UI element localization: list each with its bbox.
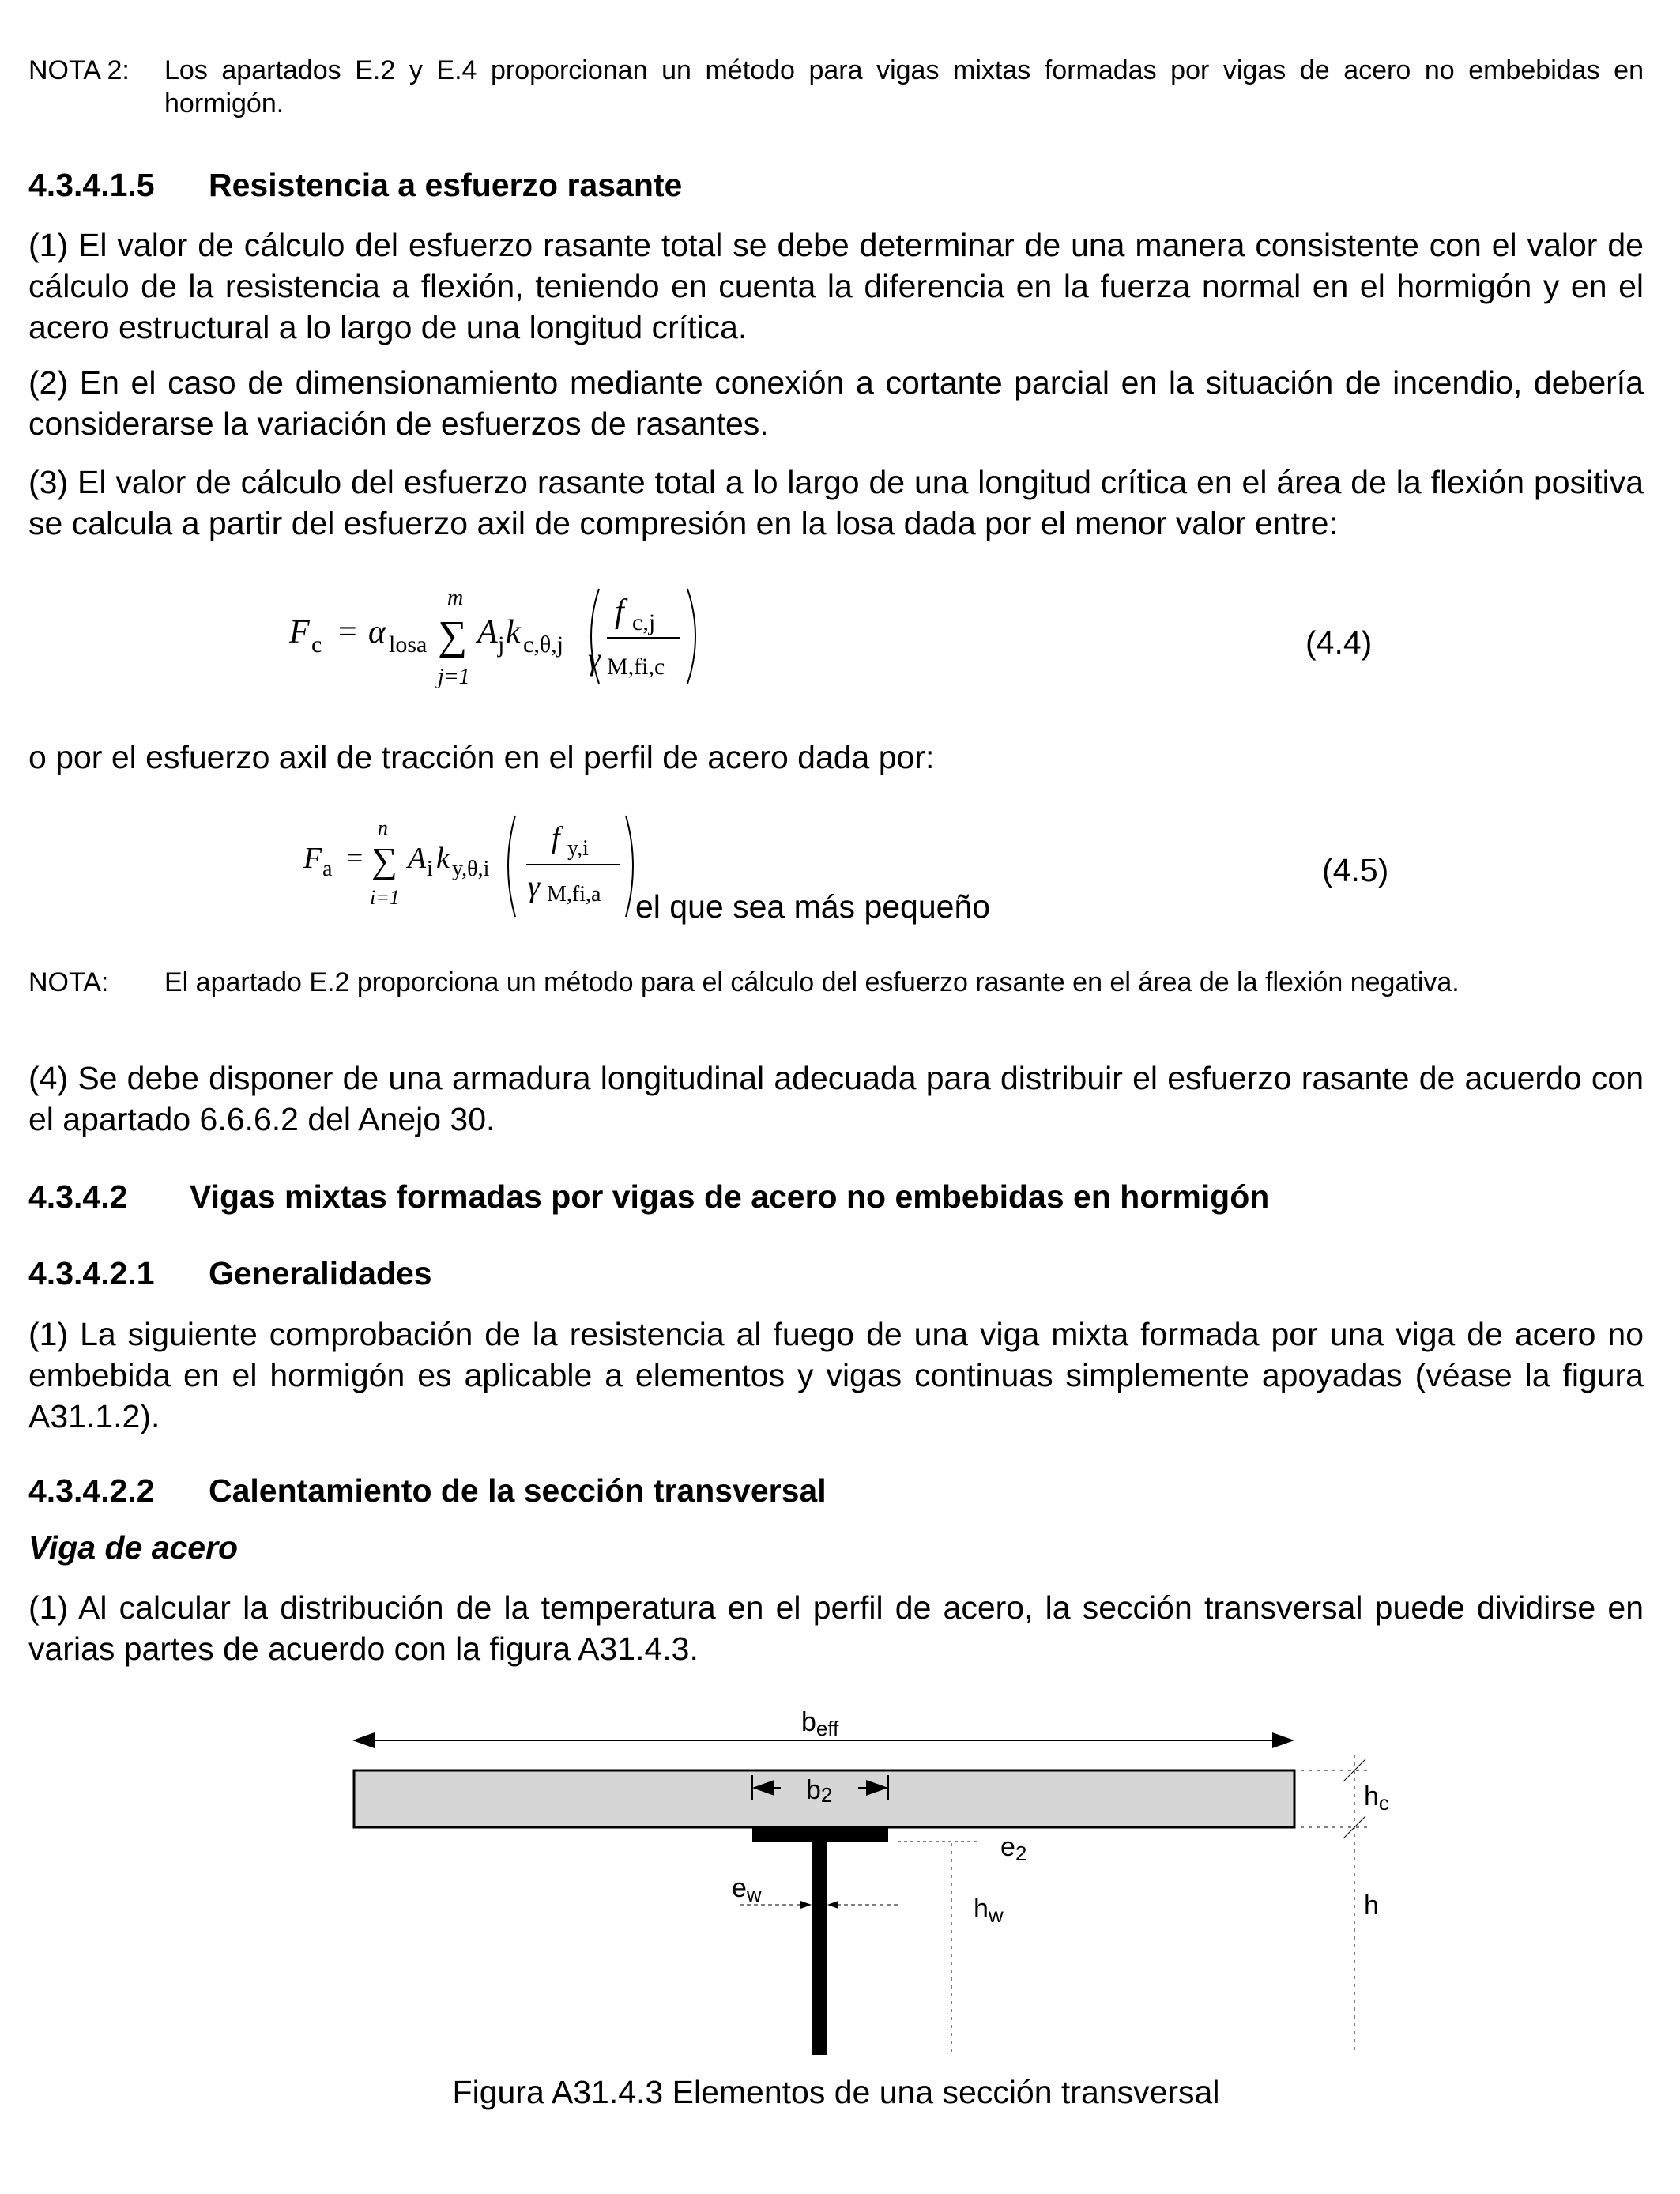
section-title: Vigas mixtas formadas por vigas de acero no embebidas en hormigón [190,1178,1270,1215]
eq-frac-num-sub: y,i [567,836,589,861]
paragraph-1: (1) El valor de cálculo del esfuerzo rasante total se debe determinar de una manera consistente con el valor de cálculo de la resistencia a flexión, teniendo en cuenta la diferencia en la fuerza normal en el hormigón y en el acero estructural a lo largo de una longitud crítica. [28,227,1644,345]
eq-equals: = [338,614,357,650]
section-number: 4.3.4.2.1 [28,1255,155,1291]
eq-term: A [477,614,498,650]
paragraph-mid: o por el esfuerzo axil de tracción en el perfil de acero dada por: [28,739,935,775]
eq-k: k [436,842,450,875]
section-title: Calentamiento de la sección transversal [209,1472,827,1509]
label-hw: hw [974,1894,1004,1927]
equation-4-5 [266,806,661,929]
note-label: NOTA 2: [28,55,130,85]
note-text: El apartado E.2 proporciona un método para el cálculo del esfuerzo rasante en el área de la flexión negativa. [164,967,1460,997]
eq-frac-num: f [615,594,624,630]
eq-k-sub: c,θ,j [523,631,564,658]
top-flange [752,1827,888,1842]
eq-term-sub: j [498,631,505,658]
paragraph-3: (3) El valor de cálculo del esfuerzo rasante total a lo largo de una longitud crítica en el área de la flexión positiva se calcula a partir del esfuerzo axil de compresión en la losa dada por el menor valor entre: [28,464,1644,541]
eq-equals: = [346,842,363,875]
steel-web [812,1842,827,2055]
label-hc: hc [1364,1781,1389,1815]
subheading-viga-de-acero: Viga de acero [28,1529,239,1566]
paragraph-4: (4) Se debe disponer de una armadura longitudinal adecuada para distribuir el esfuerzo rasante de acuerdo con el apartado 6.6.6.2 del Anejo 30. [28,1060,1644,1137]
eq-frac-num: f [552,821,560,854]
label-h: h [1364,1891,1379,1921]
label-ew: ew [732,1873,762,1906]
note [28,966,1644,1037]
eq-sum-bottom: j=1 [438,665,470,689]
section-number: 4.3.4.2 [28,1178,128,1215]
eq-sum-top: n [378,816,388,839]
note-2 [28,54,1644,130]
eq-lhs: F [303,842,322,875]
eq-lhs-sub: c [311,631,322,658]
label-e2: e2 [1000,1832,1027,1865]
section-number: 4.3.4.2.2 [28,1472,155,1509]
eq-k: k [506,614,521,650]
eq-lhs-sub: a [322,857,333,881]
equation-suffix: el que sea más pequeño [635,888,991,925]
section-heading-4-3-4-2-2 [28,1470,1644,1511]
eq-sigma: ∑ [371,840,397,880]
figure-caption: Figura A31.4.3 Elementos de una sección transversal [452,2074,1220,2110]
eq-term-sub: i [427,857,433,881]
note-text: Los apartados E.2 y E.4 proporcionan un método para vigas mixtas formadas por vigas de acero no embebidas en hormigón. [164,55,1644,119]
equation-number-4-4: (4.4) [1305,624,1373,661]
eq-paren-left [508,816,515,917]
eq-term: A [408,842,427,875]
section-heading-4-3-4-1-5 [28,164,1644,205]
cross-section-figure [313,1707,1419,2055]
eq-k-sub: y,θ,i [452,857,490,881]
eq-sum-top: m [447,586,464,610]
eq-alpha: α [368,614,386,650]
eq-frac-den: γ [528,870,540,903]
eq-sum-bottom: i=1 [370,886,400,909]
equation-number-4-5: (4.5) [1322,852,1389,888]
section-heading-4-3-4-2-1 [28,1253,1644,1294]
section-number: 4.3.4.1.5 [28,167,155,203]
note-label: NOTA: [28,967,109,997]
eq-frac-num-sub: c,j [632,609,656,635]
eq-sigma: ∑ [438,613,468,658]
eq-frac-den-sub: M,fi,c [607,654,665,680]
paragraph-generalidades: (1) La siguiente comprobación de la resistencia al fuego de una viga mixta formada por una viga de acero no embebida en el hormigón es aplicable a elementos y vigas continuas simplemente apoyadas (véase la figura A31.1.2). [28,1316,1644,1434]
eq-paren-right [626,816,633,917]
eq-lhs: F [289,614,310,650]
label-b-eff: beff [801,1707,839,1740]
eq-frac-den: γ [588,641,601,677]
eq-alpha-sub: losa [389,631,428,658]
eq-paren-right [687,589,695,684]
paragraph-viga: (1) Al calcular la distribución de la temperatura en el perfil de acero, la sección transversal puede dividirse en varias partes de acuerdo con la figura A31.4.3. [28,1589,1644,1667]
paragraph-2: (2) En el caso de dimensionamiento mediante conexión a cortante parcial en la situación de incendio, debería considerarse la variación de esfuerzos de rasantes. [28,364,1644,442]
label-b2: b2 [806,1775,833,1807]
section-title: Generalidades [209,1255,432,1291]
section-heading-4-3-4-2 [28,1176,1644,1217]
equation-4-4 [258,581,732,699]
section-title: Resistencia a esfuerzo rasante [209,167,683,203]
eq-frac-den-sub: M,fi,a [547,882,601,907]
